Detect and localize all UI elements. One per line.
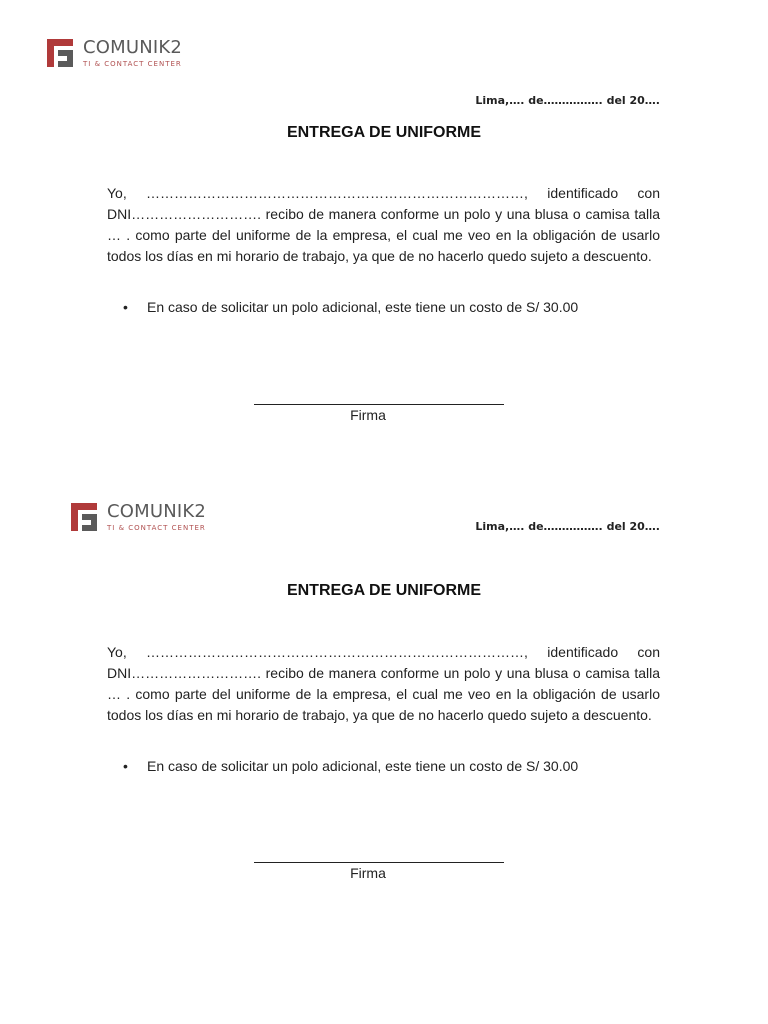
bullet-item bbox=[107, 756, 660, 777]
document-title: ENTREGA DE UNIFORME bbox=[286, 124, 482, 141]
logo-mark-icon bbox=[71, 503, 97, 531]
signature-label: Firma bbox=[350, 407, 386, 423]
date-line: Lima,…. de……………. del 20…. bbox=[475, 94, 660, 107]
declaration-paragraph bbox=[107, 183, 660, 267]
bullet-item bbox=[107, 297, 660, 318]
declaration-text: Yo, ………………………………………………………………………, identificado con DNI………………………. recibo de manera conforme un polo y una blusa o camisa talla … . como parte del uniforme de la empresa, el cual me veo en la obligación de usarlo todos los días en mi horario de trabajo, ya que de no hacerlo quedo sujeto a descuento. bbox=[107, 644, 660, 723]
declaration-text: Yo, ………………………………………………………………………, identificado con DNI………………………. recibo de manera conforme un polo y una blusa o camisa talla … . como parte del uniforme de la empresa, el cual me veo en la obligación de usarlo todos los días en mi horario de trabajo, ya que de no hacerlo quedo sujeto a descuento. bbox=[107, 185, 660, 264]
uniform-form-2 bbox=[0, 460, 768, 920]
logo-tagline: TI & CONTACT CENTER bbox=[107, 524, 206, 532]
declaration-paragraph bbox=[107, 642, 660, 726]
signature-label: Firma bbox=[350, 865, 386, 881]
logo-mark-icon bbox=[47, 39, 73, 67]
signature-line bbox=[254, 862, 504, 863]
company-logo bbox=[47, 38, 182, 69]
document-title: ENTREGA DE UNIFORME bbox=[286, 582, 482, 599]
bullet-text: En caso de solicitar un polo adicional, este tiene un costo de S/ 30.00 bbox=[147, 299, 579, 315]
uniform-form-1 bbox=[0, 0, 768, 460]
company-logo bbox=[71, 502, 206, 533]
bullet-dot-icon: • bbox=[123, 758, 128, 774]
bullet-dot-icon: • bbox=[123, 299, 128, 315]
signature-line bbox=[254, 404, 504, 405]
logo-name: COMUNIK2 bbox=[107, 501, 207, 522]
date-line: Lima,…. de……………. del 20…. bbox=[475, 520, 660, 533]
bullet-text: En caso de solicitar un polo adicional, este tiene un costo de S/ 30.00 bbox=[147, 758, 579, 774]
logo-name: COMUNIK2 bbox=[83, 37, 183, 58]
logo-tagline: TI & CONTACT CENTER bbox=[83, 60, 182, 68]
